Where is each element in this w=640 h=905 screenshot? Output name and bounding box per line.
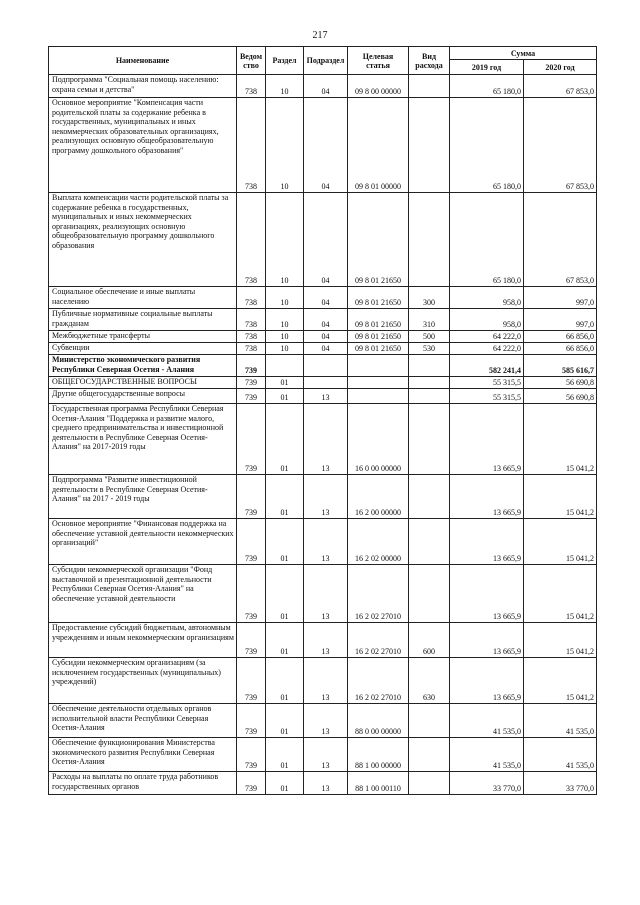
cell-vedomstvo: 739	[237, 355, 266, 377]
header-target: Целевая статья	[348, 47, 409, 75]
cell-vid: 310	[409, 309, 450, 331]
cell-target: 09 8 01 21650	[348, 331, 409, 343]
cell-podrazdel: 04	[304, 287, 348, 309]
cell-podrazdel: 13	[304, 404, 348, 475]
cell-podrazdel	[304, 355, 348, 377]
cell-vedomstvo: 738	[237, 287, 266, 309]
cell-razdel: 01	[266, 658, 304, 704]
table-body	[49, 75, 597, 795]
cell-name: Субвенции	[49, 343, 237, 355]
table-row	[49, 738, 597, 772]
header-2020: 2020 год	[524, 60, 597, 75]
cell-sum-2019: 13 665,9	[450, 565, 524, 623]
table-row	[49, 623, 597, 658]
cell-name: Предоставление субсидий бюджетным, автономным учреждениям и иным некоммерческим организациям	[49, 623, 237, 658]
cell-sum-2020: 66 856,0	[524, 343, 597, 355]
cell-sum-2019: 41 535,0	[450, 738, 524, 772]
cell-sum-2019: 33 770,0	[450, 772, 524, 795]
header-razdel: Раздел	[266, 47, 304, 75]
cell-vid: 300	[409, 287, 450, 309]
cell-podrazdel: 13	[304, 389, 348, 404]
cell-podrazdel: 04	[304, 309, 348, 331]
cell-razdel: 01	[266, 389, 304, 404]
cell-vid	[409, 404, 450, 475]
cell-target: 16 2 02 27010	[348, 565, 409, 623]
cell-podrazdel: 13	[304, 704, 348, 738]
budget-table	[48, 46, 597, 795]
cell-sum-2019: 13 665,9	[450, 475, 524, 519]
cell-razdel: 01	[266, 377, 304, 389]
cell-vedomstvo: 739	[237, 772, 266, 795]
table-row	[49, 772, 597, 795]
cell-sum-2019: 958,0	[450, 287, 524, 309]
cell-vedomstvo: 738	[237, 309, 266, 331]
cell-sum-2019: 582 241,4	[450, 355, 524, 377]
cell-target: 09 8 01 21650	[348, 287, 409, 309]
cell-podrazdel: 13	[304, 565, 348, 623]
cell-sum-2020: 15 041,2	[524, 404, 597, 475]
cell-target: 88 0 00 00000	[348, 704, 409, 738]
table-row	[49, 377, 597, 389]
cell-vid	[409, 377, 450, 389]
cell-name: Подпрограмма "Развитие инвестиционной деятельности в Республике Северная Осетия-Алания" на 2017 - 2019 годы	[49, 475, 237, 519]
cell-sum-2019: 13 665,9	[450, 404, 524, 475]
cell-razdel: 10	[266, 309, 304, 331]
table-row	[49, 309, 597, 331]
cell-sum-2020: 15 041,2	[524, 519, 597, 565]
cell-razdel: 01	[266, 623, 304, 658]
cell-sum-2020: 41 535,0	[524, 704, 597, 738]
cell-sum-2019: 13 665,9	[450, 623, 524, 658]
cell-razdel: 01	[266, 772, 304, 795]
cell-vedomstvo: 739	[237, 519, 266, 565]
cell-podrazdel: 04	[304, 331, 348, 343]
cell-razdel: 10	[266, 331, 304, 343]
cell-name: Министерство экономического развития Республики Северная Осетия - Алания	[49, 355, 237, 377]
cell-vid	[409, 772, 450, 795]
cell-vid	[409, 98, 450, 193]
cell-sum-2020: 997,0	[524, 309, 597, 331]
cell-target: 16 0 00 00000	[348, 404, 409, 475]
cell-sum-2019: 13 665,9	[450, 658, 524, 704]
cell-vedomstvo: 739	[237, 738, 266, 772]
cell-podrazdel: 13	[304, 623, 348, 658]
cell-sum-2020: 67 853,0	[524, 193, 597, 287]
cell-name: Публичные нормативные социальные выплаты гражданам	[49, 309, 237, 331]
cell-razdel: 10	[266, 343, 304, 355]
cell-vedomstvo: 739	[237, 658, 266, 704]
cell-vedomstvo: 739	[237, 404, 266, 475]
cell-name: Государственная программа Республики Северная Осетия-Алания "Поддержка и развитие малого, среднего предпринимательства и инвестиционной деятельности в Республике Северная Осетия-Алания" на 2017-2019 годы	[49, 404, 237, 475]
cell-sum-2019: 65 180,0	[450, 75, 524, 98]
cell-sum-2019: 41 535,0	[450, 704, 524, 738]
cell-target: 09 8 01 21650	[348, 309, 409, 331]
cell-name: Обеспечение функционирования Министерства экономического развития Республики Северная Осетия-Алания	[49, 738, 237, 772]
cell-sum-2019: 64 222,0	[450, 343, 524, 355]
cell-vid: 600	[409, 623, 450, 658]
cell-sum-2019: 958,0	[450, 309, 524, 331]
cell-target	[348, 355, 409, 377]
cell-podrazdel: 13	[304, 658, 348, 704]
cell-vedomstvo: 739	[237, 565, 266, 623]
cell-vedomstvo: 738	[237, 98, 266, 193]
cell-podrazdel: 04	[304, 75, 348, 98]
cell-target	[348, 377, 409, 389]
cell-razdel: 10	[266, 98, 304, 193]
cell-vid	[409, 519, 450, 565]
table-row	[49, 343, 597, 355]
cell-target	[348, 389, 409, 404]
header-sum: Сумма	[450, 47, 597, 60]
table-row	[49, 404, 597, 475]
cell-target: 16 2 00 00000	[348, 475, 409, 519]
table-row	[49, 704, 597, 738]
cell-podrazdel	[304, 377, 348, 389]
page-number: 217	[312, 30, 328, 41]
cell-podrazdel: 13	[304, 475, 348, 519]
cell-vid: 530	[409, 343, 450, 355]
cell-name: Основное мероприятие "Финансовая поддержка на обеспечение уставной деятельности некоммерческих организаций"	[49, 519, 237, 565]
cell-target: 09 8 00 00000	[348, 75, 409, 98]
cell-vedomstvo: 739	[237, 475, 266, 519]
cell-sum-2020: 997,0	[524, 287, 597, 309]
table-row	[49, 565, 597, 623]
cell-sum-2020: 15 041,2	[524, 658, 597, 704]
cell-sum-2020: 67 853,0	[524, 98, 597, 193]
cell-razdel	[266, 355, 304, 377]
table-row	[49, 193, 597, 287]
table-row	[49, 98, 597, 193]
cell-sum-2020: 15 041,2	[524, 475, 597, 519]
header-2019: 2019 год	[450, 60, 524, 75]
cell-sum-2020: 15 041,2	[524, 623, 597, 658]
cell-target: 09 8 01 21650	[348, 343, 409, 355]
cell-sum-2019: 55 315,5	[450, 389, 524, 404]
table-row	[49, 287, 597, 309]
header-podrazdel: Подраздел	[304, 47, 348, 75]
cell-vedomstvo: 738	[237, 343, 266, 355]
cell-vid	[409, 75, 450, 98]
cell-podrazdel: 04	[304, 343, 348, 355]
header-name: Наименование	[49, 47, 237, 75]
cell-target: 09 8 01 00000	[348, 98, 409, 193]
cell-vid	[409, 704, 450, 738]
cell-name: Подпрограмма "Социальная помощь населению: охрана семьи и детства"	[49, 75, 237, 98]
cell-sum-2020: 15 041,2	[524, 565, 597, 623]
cell-sum-2020: 56 690,8	[524, 377, 597, 389]
table-row	[49, 475, 597, 519]
cell-target: 88 1 00 00000	[348, 738, 409, 772]
cell-sum-2020: 585 616,7	[524, 355, 597, 377]
table-row	[49, 658, 597, 704]
cell-sum-2019: 65 180,0	[450, 193, 524, 287]
cell-name: Межбюджетные трансферты	[49, 331, 237, 343]
cell-sum-2020: 41 535,0	[524, 738, 597, 772]
table-row	[49, 75, 597, 98]
cell-vedomstvo: 739	[237, 623, 266, 658]
cell-sum-2019: 13 665,9	[450, 519, 524, 565]
cell-razdel: 01	[266, 519, 304, 565]
cell-razdel: 01	[266, 738, 304, 772]
cell-target: 16 2 02 27010	[348, 623, 409, 658]
cell-name: Выплата компенсации части родительской платы за содержание ребенка в государственных, муниципальных и иных некоммерческих организациях, реализующих основную общеобразовательную программу дошкольного образования	[49, 193, 237, 287]
cell-vedomstvo: 738	[237, 331, 266, 343]
cell-razdel: 10	[266, 287, 304, 309]
cell-sum-2020: 56 690,8	[524, 389, 597, 404]
cell-name: Обеспечение деятельности отдельных органов исполнительной власти Республики Северная Осетия-Алания	[49, 704, 237, 738]
cell-target: 16 2 02 00000	[348, 519, 409, 565]
cell-vid	[409, 475, 450, 519]
cell-target: 88 1 00 00110	[348, 772, 409, 795]
table-row	[49, 519, 597, 565]
cell-target: 09 8 01 21650	[348, 193, 409, 287]
cell-vedomstvo: 739	[237, 377, 266, 389]
cell-name: Социальное обеспечение и иные выплаты населению	[49, 287, 237, 309]
header-vedomstvo: Ведом ство	[237, 47, 266, 75]
cell-name: Расходы на выплаты по оплате труда работников государственных органов	[49, 772, 237, 795]
cell-name: Другие общегосударственные вопросы	[49, 389, 237, 404]
cell-razdel: 10	[266, 75, 304, 98]
cell-vedomstvo: 739	[237, 704, 266, 738]
cell-vid	[409, 565, 450, 623]
cell-vid	[409, 389, 450, 404]
cell-vedomstvo: 738	[237, 75, 266, 98]
cell-vid	[409, 355, 450, 377]
table-row	[49, 355, 597, 377]
table-row	[49, 331, 597, 343]
cell-name: ОБЩЕГОСУДАРСТВЕННЫЕ ВОПРОСЫ	[49, 377, 237, 389]
header-vid: Вид расхода	[409, 47, 450, 75]
cell-sum-2019: 55 315,5	[450, 377, 524, 389]
cell-sum-2020: 67 853,0	[524, 75, 597, 98]
cell-sum-2019: 64 222,0	[450, 331, 524, 343]
cell-razdel: 01	[266, 565, 304, 623]
cell-sum-2020: 33 770,0	[524, 772, 597, 795]
cell-podrazdel: 04	[304, 98, 348, 193]
table-header	[49, 47, 597, 75]
cell-name: Субсидии некоммерческой организации "Фонд выставочной и презентационной деятельности Республики Северная Осетия-Алания" на обеспечение уставной деятельности	[49, 565, 237, 623]
cell-podrazdel: 04	[304, 193, 348, 287]
cell-razdel: 01	[266, 704, 304, 738]
cell-name: Субсидии некоммерческим организациям (за исключением государственных (муниципальных) учреждений)	[49, 658, 237, 704]
cell-razdel: 01	[266, 475, 304, 519]
table-row	[49, 389, 597, 404]
cell-vid: 630	[409, 658, 450, 704]
cell-vid: 500	[409, 331, 450, 343]
cell-podrazdel: 13	[304, 519, 348, 565]
cell-vedomstvo: 739	[237, 389, 266, 404]
cell-razdel: 10	[266, 193, 304, 287]
cell-vid	[409, 738, 450, 772]
cell-vedomstvo: 738	[237, 193, 266, 287]
cell-sum-2020: 66 856,0	[524, 331, 597, 343]
cell-target: 16 2 02 27010	[348, 658, 409, 704]
cell-sum-2019: 65 180,0	[450, 98, 524, 193]
cell-vid	[409, 193, 450, 287]
cell-name: Основное мероприятие "Компенсация части родительской платы за содержание ребенка в государственных, муниципальных и иных некоммерческих образовательных организациях, реализующих основную общеобразовательную программу дошкольного образования"	[49, 98, 237, 193]
cell-podrazdel: 13	[304, 738, 348, 772]
cell-podrazdel: 13	[304, 772, 348, 795]
cell-razdel: 01	[266, 404, 304, 475]
